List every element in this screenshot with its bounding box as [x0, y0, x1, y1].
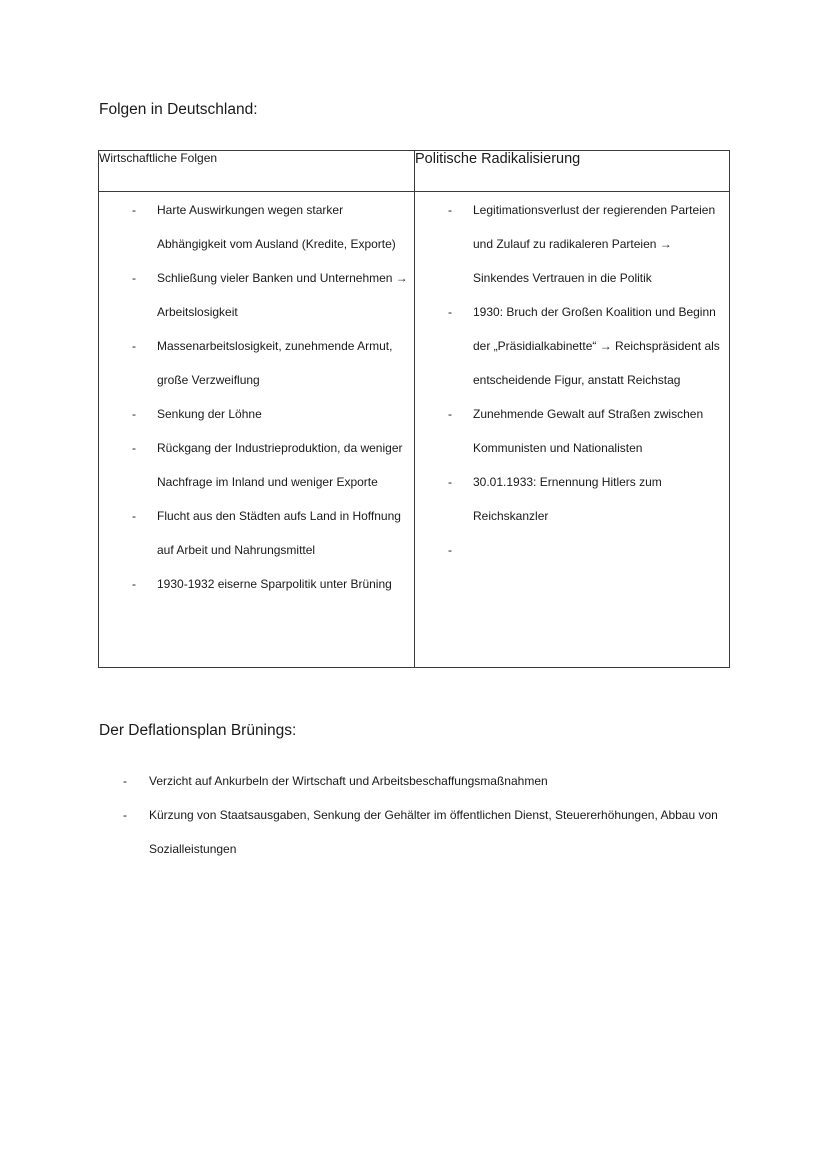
table-header-row	[99, 151, 730, 192]
header-political-radicalization: Politische Radikalisierung	[415, 151, 730, 192]
list-item-text: Harte Auswirkungen wegen starker Abhängigkeit vom Ausland (Kredite, Exporte)	[157, 203, 396, 251]
list-item-text: Zunehmende Gewalt auf Straßen zwischen Kommunisten und Nationalisten	[473, 407, 704, 455]
bullet-dash: -	[123, 808, 127, 822]
section-title-consequences: Folgen in Deutschland:	[99, 101, 258, 118]
header-economic-consequences: Wirtschaftliche Folgen	[99, 151, 415, 192]
consequences-table	[98, 150, 730, 668]
list-item-text: Schließung vieler Banken und Unternehmen → Arbeitslosigkeit	[157, 271, 408, 319]
bullet-dash: -	[132, 509, 136, 523]
bullet-dash: -	[132, 441, 136, 455]
list-item	[99, 193, 414, 261]
list-item-text: 30.01.1933: Ernennung Hitlers zum Reichskanzler	[473, 475, 662, 523]
list-item	[99, 397, 414, 431]
bullet-dash: -	[123, 774, 127, 788]
economic-consequences-list	[99, 193, 414, 601]
list-item	[99, 261, 414, 329]
section-title-deflation-plan: Der Deflationsplan Brünings:	[99, 722, 297, 739]
bullet-dash: -	[448, 475, 452, 489]
bullet-dash: -	[448, 305, 452, 319]
list-item-text: Legitimationsverlust der regierenden Parteien und Zulauf zu radikaleren Parteien → Sinkendes Vertrauen in die Politik	[473, 203, 716, 285]
list-item-text: Kürzung von Staatsausgaben, Senkung der Gehälter im öffentlichen Dienst, Steuererhöhungen, Abbau von Sozialleistungen	[149, 808, 718, 856]
list-item-text: Senkung der Löhne	[157, 407, 262, 421]
list-item	[415, 465, 729, 533]
list-item	[99, 764, 739, 798]
table-body-row	[99, 192, 730, 668]
list-item	[99, 567, 414, 601]
list-item	[415, 295, 729, 397]
list-item	[99, 431, 414, 499]
political-radicalization-cell	[415, 192, 730, 668]
bullet-dash: -	[132, 271, 136, 285]
political-radicalization-list	[415, 193, 729, 557]
list-item-text: Verzicht auf Ankurbeln der Wirtschaft und Arbeitsbeschaffungsmaßnahmen	[149, 774, 548, 788]
bullet-dash: -	[448, 407, 452, 421]
list-item-text: Rückgang der Industrieproduktion, da weniger Nachfrage im Inland und weniger Exporte	[157, 441, 403, 489]
list-item	[99, 329, 414, 397]
list-item-text: Flucht aus den Städten aufs Land in Hoffnung auf Arbeit und Nahrungsmittel	[157, 509, 401, 557]
list-item-text: 1930-1932 eiserne Sparpolitik unter Brüning	[157, 577, 392, 591]
list-item-text: Massenarbeitslosigkeit, zunehmende Armut, große Verzweiflung	[157, 339, 393, 387]
bullet-dash: -	[132, 203, 136, 217]
list-item	[415, 193, 729, 295]
list-item	[99, 798, 739, 866]
deflation-plan-list	[99, 764, 739, 866]
list-item	[99, 499, 414, 567]
bullet-dash: -	[448, 543, 452, 557]
bullet-dash: -	[132, 339, 136, 353]
list-item	[415, 397, 729, 465]
economic-consequences-cell	[99, 192, 415, 668]
bullet-dash: -	[132, 577, 136, 591]
list-item-text: 1930: Bruch der Großen Koalition und Beginn der „Präsidialkabinette“ → Reichspräsident als entscheidende Figur, anstatt Reichstag	[473, 305, 720, 387]
bullet-dash: -	[132, 407, 136, 421]
bullet-dash: -	[448, 203, 452, 217]
